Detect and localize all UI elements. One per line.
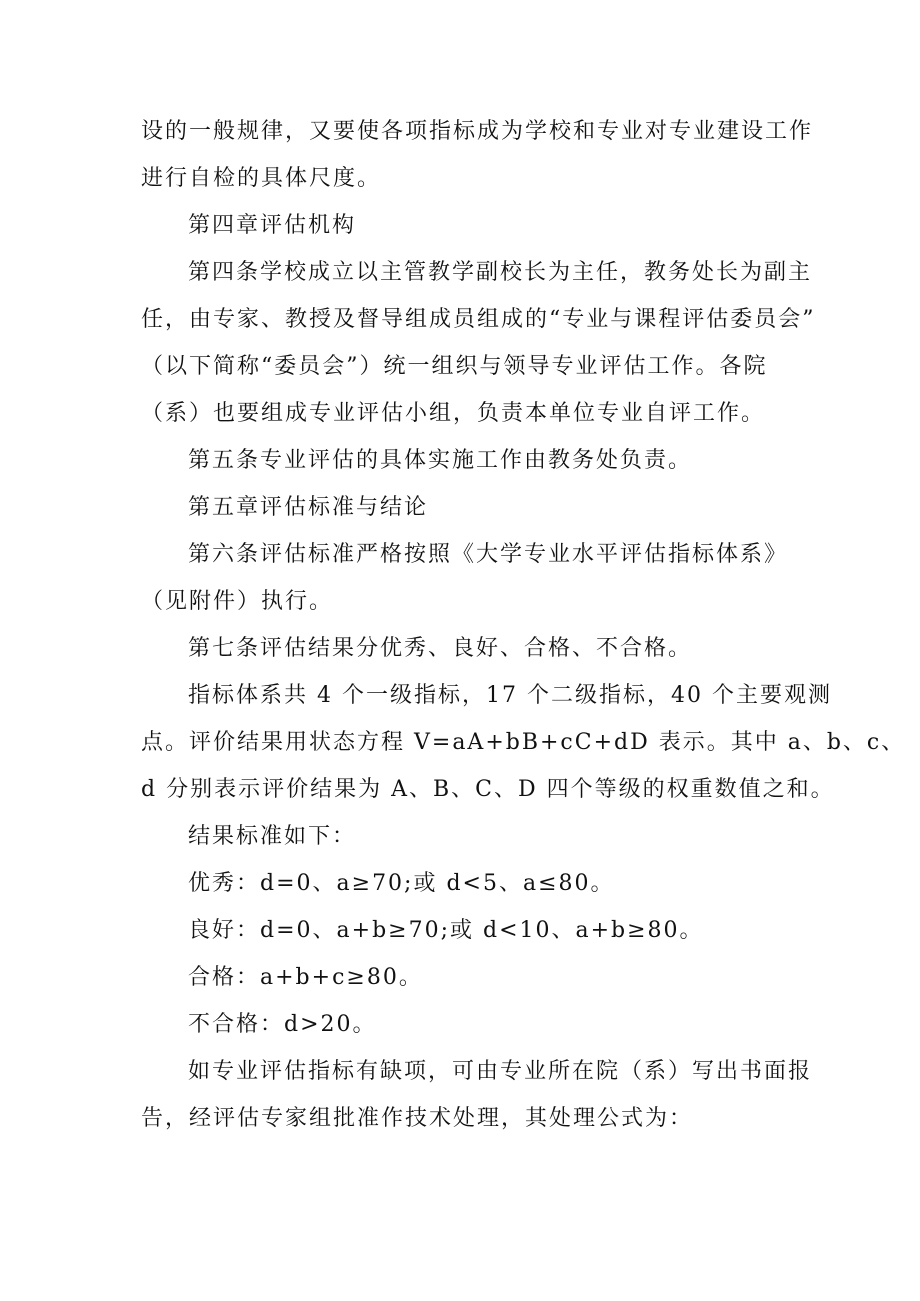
text-line: 设的一般规律，又要使各项指标成为学校和专业对专业建设工作: [141, 119, 814, 144]
text-line: 点。评价结果用状态方程 V=aA+bB+cC+dD 表示。其中 a、b、c、: [141, 730, 906, 755]
document-body: [141, 108, 906, 1142]
text-line: 指标体系共 4 个一级指标，17 个二级指标，40 个主要观测: [188, 683, 832, 708]
text-line: 第五条专业评估的具体实施工作由教务处负责。: [188, 448, 693, 473]
criteria-excellent: 优秀：d=0、a≥70;或 d<5、a≤80。: [188, 871, 615, 896]
text-line: （系）也要组成专业评估小组，负责本单位专业自评工作。: [141, 401, 766, 426]
text-line: 第四条学校成立以主管教学副校长为主任，教务处长为副主: [188, 260, 813, 285]
chapter-heading: 第五章评估标准与结论: [188, 495, 429, 520]
chapter-heading: 第四章评估机构: [188, 213, 357, 238]
text-line: 任，由专家、教授及督导组成员组成的“专业与课程评估委员会”: [141, 307, 816, 332]
text-line: 结果标准如下：: [188, 824, 357, 849]
text-line: （见附件）执行。: [141, 589, 334, 614]
text-line: 告，经评估专家组批准作技术处理，其处理公式为：: [141, 1106, 694, 1131]
text-line: （以下简称“委员会”）统一组织与领导专业评估工作。各院: [141, 354, 768, 379]
criteria-pass: 合格：a+b+c≥80。: [188, 965, 423, 990]
text-line: 进行自检的具体尺度。: [141, 166, 382, 191]
text-line: 如专业评估指标有缺项，可由专业所在院（系）写出书面报: [188, 1059, 813, 1084]
text-line: 第七条评估结果分优秀、良好、合格、不合格。: [188, 636, 693, 661]
text-line: d 分别表示评价结果为 A、B、C、D 四个等级的权重数值之和。: [141, 777, 835, 802]
criteria-fail: 不合格：d>20。: [188, 1012, 377, 1037]
text-line: 第六条评估标准严格按照《大学专业水平评估指标体系》: [188, 542, 789, 567]
criteria-good: 良好：d=0、a+b≥70;或 d<10、a+b≥80。: [188, 918, 704, 943]
